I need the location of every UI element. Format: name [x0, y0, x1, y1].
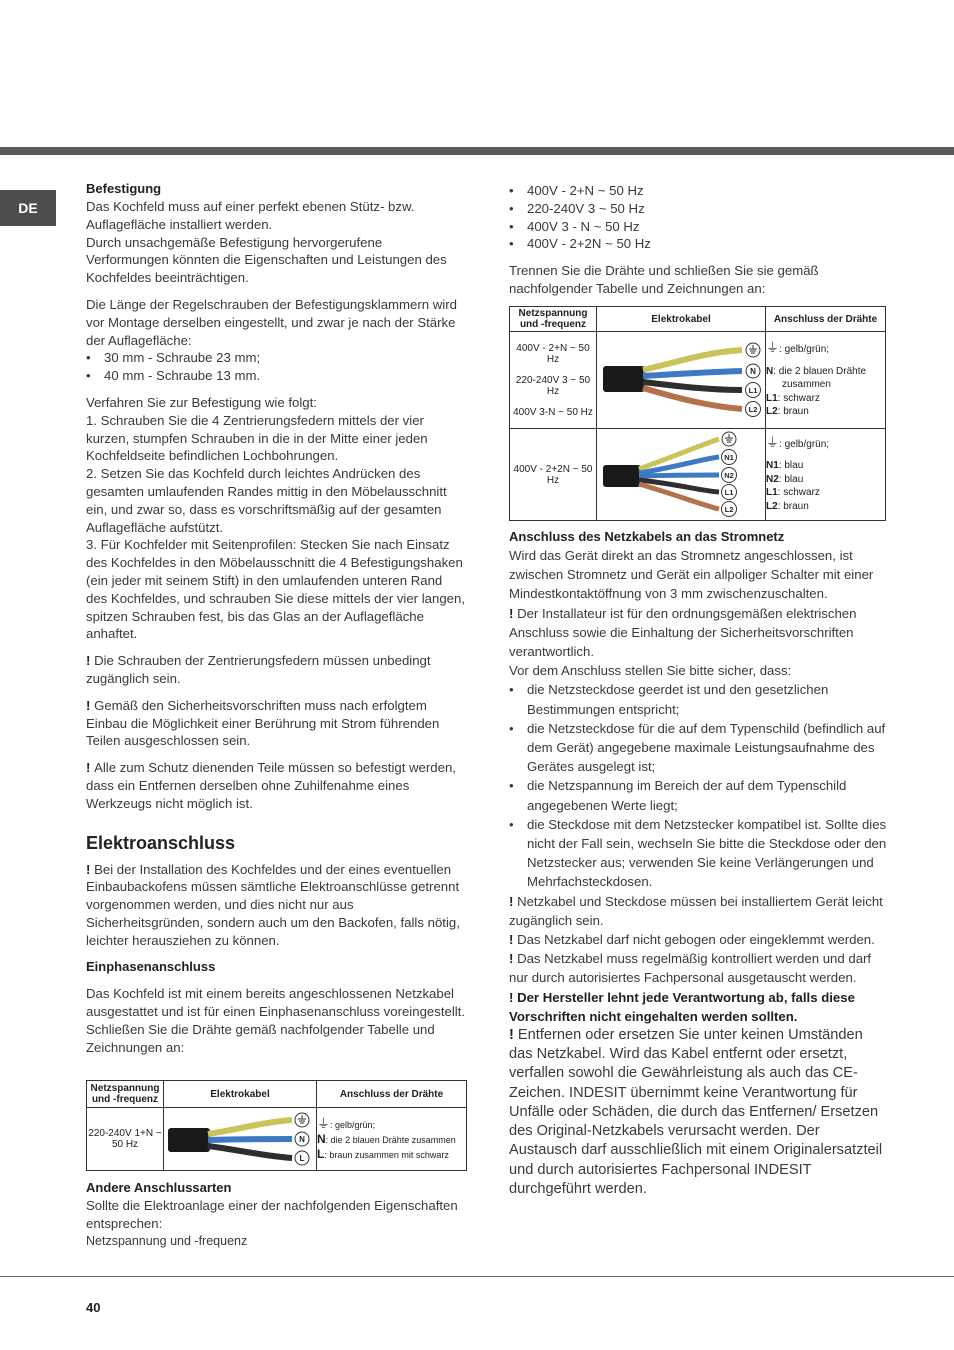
- freq-item: • 400V - 2+2N ~ 50 Hz: [509, 236, 651, 252]
- elektroanschluss-heading: Elektroanschluss: [86, 832, 236, 853]
- wire-blue: [208, 1139, 292, 1140]
- terminal-label: L1: [724, 488, 734, 497]
- terminal-label: N1: [724, 453, 734, 462]
- cable-cell: [597, 429, 766, 521]
- legend-l2: L2: braun: [766, 500, 809, 512]
- col-header-voltage: Netzspannung und -frequenz: [510, 307, 597, 332]
- andere-section: [86, 1179, 466, 1250]
- wire-yellow-green: [643, 350, 742, 370]
- befestigung-text-2: Durch unsachgemäße Befestigung hervorgerufene Verformungen könnten die Eigenschaften und Leistungen des Kochfeldes beeinträchtigen.: [86, 234, 447, 286]
- cable-sheath: [168, 1128, 210, 1152]
- terminal-l-icon: [295, 1151, 309, 1165]
- warning-2: ! Gemäß den Sicherheitsvorschriften muss nach erfolgtem Einbau die Möglichkeit einer Berührung mit Strom führenden Teilen ausgeschlossen sein.: [86, 697, 440, 749]
- andere-subtext: Netzspannung und -frequenz: [86, 1233, 248, 1248]
- warning-icon: !: [86, 697, 95, 713]
- top-bar: [0, 147, 954, 155]
- terminal-n-icon: [746, 364, 760, 378]
- legend-l1: L1: schwarz: [766, 392, 820, 404]
- wire-blue: [643, 371, 742, 376]
- netz-warning-1: ! Der Installateur ist für den ordnungsgemäßen elektrischen Anschluss sowie die Einhaltung der Sicherheitsvorschriften verantwortlich.: [509, 605, 857, 660]
- terminal-label: L: [299, 1154, 305, 1163]
- ground-terminal-icon: [295, 1113, 309, 1127]
- bottom-rule: [0, 1276, 954, 1277]
- netz-text-2: Vor dem Anschluss stellen Sie bitte sicher, dass:: [509, 663, 792, 679]
- netz-warning-a: ! Netzkabel und Steckdose müssen bei installiertem Gerät leicht zugänglich sein.: [509, 893, 883, 928]
- page-number: 40: [86, 1300, 101, 1315]
- col-header-cable: Elektrokabel: [597, 307, 766, 332]
- legend-ground: ⏚: gelb/grün;: [766, 340, 830, 356]
- warning-icon: !: [509, 893, 518, 909]
- wiring-table-multi-phase: [509, 306, 886, 521]
- voltage-cell: 400V - 2+N ~ 50 Hz 220-240V 3 ~ 50 Hz 400V 3-N ~ 50 Hz: [510, 332, 597, 429]
- netz-item: • die Netzsteckdose geerdet ist und den gesetzlichen Bestimmungen entspricht;: [509, 682, 829, 717]
- warning-icon: !: [509, 605, 518, 621]
- warning-icon: !: [86, 653, 95, 669]
- terminal-label: N: [750, 367, 756, 376]
- connection-legend: [766, 429, 886, 521]
- netz-warning-b: ! Das Netzkabel darf nicht gebogen oder eingeklemmt werden.: [509, 932, 875, 948]
- terminal-label: L1: [748, 386, 758, 395]
- legend-n: N: die 2 blauen Drähte zusammen: [766, 365, 867, 391]
- regel-item: • 40 mm - Schraube 13 mm.: [86, 368, 261, 384]
- legend-l: L: braun zusammen mit schwarz: [317, 1146, 449, 1161]
- col-header-cable: Elektrokabel: [164, 1081, 317, 1108]
- regel-text: Die Länge der Regelschrauben der Befestigungsklammern wird vor Montage derselben eingestellt, und zwar je nach der Stärke der Auflagefläche:: [86, 296, 457, 348]
- freq-item: • 400V 3 - N ~ 50 Hz: [509, 218, 640, 234]
- terminal-label: N2: [724, 471, 734, 480]
- warning-icon: !: [509, 951, 518, 967]
- terminal-l1-icon: [746, 383, 761, 398]
- ground-terminal-icon: [746, 343, 760, 357]
- right-column-top: [509, 182, 887, 298]
- left-column: [86, 180, 466, 1057]
- step-2: 2. Setzen Sie das Kochfeld durch leichtes Andrücken des gesamten umlaufenden Randes mittig in den Möbelausschnitt ein, und zwar so, dass es vorschriftsmäßig auf der gesamten Auflagefläche aufstützt.: [86, 466, 447, 535]
- ground-symbol-icon: ⏚: [766, 434, 780, 450]
- einphasen-heading: Einphasenanschluss: [86, 959, 216, 975]
- step-3: 3. Für Kochfelder mit Seitenprofilen: Stecken Sie nach Einsatz des Kochfeldes in den Möbelausschnitt die 4 Befestigungshaken (ein jeder mit seinem Stift) in den umlaufenden unteren Rand des Kochfeldes, und schrauben Sie diese mittels der vier langen, spitzen Schrauben fest, bis das Glas an der Auflagefläche anhaftet.: [86, 537, 465, 642]
- trennen-text: Trennen Sie die Drähte und schließen Sie sie gemäß nachfolgender Tabelle und Zeichnungen an:: [509, 263, 819, 296]
- ground-terminal-icon: [722, 432, 736, 446]
- regel-item: • 30 mm - Schraube 23 mm;: [86, 350, 261, 366]
- terminal-n1-icon: [722, 450, 737, 465]
- cable-cell: [164, 1108, 317, 1171]
- warning-icon: !: [509, 932, 518, 948]
- freq-item: • 220-240V 3 ~ 50 Hz: [509, 200, 645, 216]
- freq-item: • 400V - 2+N ~ 50 Hz: [509, 183, 644, 198]
- warning-3: ! Alle zum Schutz dienenden Teile müssen so befestigt werden, dass ein Entfernen derselben ohne Zuhilfenahme eines Werkzeugs nicht möglich ist.: [86, 760, 456, 811]
- netz-item: • die Netzsteckdose für die auf dem Typenschild (befindlich auf dem Gerät) angegebene maximale Leistungsaufnahme des Gerätes ausgelegt ist;: [509, 720, 886, 775]
- terminal-l2-icon: [722, 502, 737, 517]
- netz-heading: Anschluss des Netzkabels an das Stromnetz: [509, 529, 785, 544]
- netz-warning-d: ! Der Hersteller lehnt jede Verantwortung ab, falls diese Vorschriften nicht eingehalten werden sollten.: [509, 989, 855, 1024]
- warning-icon: !: [509, 989, 518, 1005]
- col-header-connection: Anschluss der Drähte: [766, 307, 886, 332]
- col-header-connection: Anschluss der Drähte: [317, 1081, 467, 1108]
- step-1: 1. Schrauben Sie die 4 Zentrierungsfedern mittels der vier kurzen, stumpfen Schrauben in die in der Mitte einer jeden Kochfeldseite befindlichen Lochbohrungen.: [86, 412, 428, 464]
- legend-n: N: die 2 blauen Drähte zusammen: [317, 1131, 456, 1146]
- voltage-cell: 400V - 2+2N ~ 50 Hz: [510, 429, 597, 521]
- wire-yellow-green: [208, 1120, 292, 1134]
- connection-legend: [766, 332, 886, 429]
- andere-text: Sollte die Elektroanlage einer der nachfolgenden Eigenschaften entsprechen:: [86, 1198, 458, 1231]
- col-header-voltage: Netzspannung und -frequenz: [87, 1081, 164, 1108]
- wiring-table-single-phase: [86, 1080, 467, 1171]
- legend-n1: N1: blau: [766, 460, 804, 472]
- ground-symbol-icon: ⏚: [317, 1115, 331, 1131]
- cable-cell: [597, 332, 766, 429]
- netz-warning-c: ! Das Netzkabel muss regelmäßig kontrolliert werden und darf nur durch autorisiertes Fachpersonal ausgetauscht werden.: [509, 951, 872, 986]
- wire-black: [208, 1146, 292, 1158]
- cable-diagram-5-wire: [597, 429, 765, 520]
- befestigung-heading: Befestigung: [86, 181, 162, 196]
- einphasen-text: Das Kochfeld ist mit einem bereits angeschlossenen Netzkabel ausgestattet und ist für einen Einphasenanschluss voreingestellt. Schließen Sie die Drähte gemäß nachfolgender Tabelle und Zeichnungen an:: [86, 986, 466, 1055]
- cable-diagram-3-wire: [164, 1108, 316, 1170]
- voltage-cell: 220-240V 1+N ~ 50 Hz: [87, 1108, 164, 1171]
- cable-sheath: [603, 465, 641, 487]
- terminal-l1-icon: [722, 485, 737, 500]
- ground-symbol-icon: ⏚: [766, 340, 780, 356]
- legend-l2: L2: braun: [766, 406, 809, 418]
- verfahren-text: Verfahren Sie zur Befestigung wie folgt:: [86, 394, 317, 410]
- legend-n2: N2: blau: [766, 473, 804, 485]
- warning-icon: !: [86, 760, 95, 776]
- terminal-n-icon: [295, 1132, 309, 1146]
- warning-1: ! Die Schrauben der Zentrierungsfedern müssen unbedingt zugänglich sein.: [86, 653, 431, 686]
- netz-item: • die Netzspannung im Bereich der auf dem Typenschild angegebenen Werte liegt;: [509, 778, 847, 813]
- andere-heading: Andere Anschlussarten: [86, 1180, 232, 1195]
- language-tab: DE: [0, 190, 56, 226]
- elektro-warning: ! Bei der Installation des Kochfeldes und der eines eventuellen Einbaubackofens müssen sämtliche Elektroanschlüsse getrennt vorgenommen werden, und dies nicht nur aus Sicherheitsgründen, sondern auch um den Backofen, falls nötig, leichter herausziehen zu können.: [86, 861, 460, 948]
- cable-sheath: [603, 366, 645, 392]
- terminal-label: N: [299, 1135, 305, 1144]
- legend-ground: ⏚: gelb/grün;: [766, 434, 830, 450]
- wire-blue-2: [639, 475, 719, 476]
- terminal-n2-icon: [722, 468, 737, 483]
- cable-diagram-4-wire: [597, 332, 765, 428]
- right-column-bottom: [509, 528, 887, 1199]
- netz-text-1: Wird das Gerät direkt an das Stromnetz angeschlossen, ist zwischen Stromnetz und Gerät ein allpoliger Schalter mit einer Mindestkontaktöffnung von 3 mm zwischenzuschalten.: [509, 548, 874, 602]
- terminal-label: L2: [748, 405, 758, 414]
- legend-ground: ⏚: gelb/grün;: [317, 1115, 376, 1131]
- befestigung-text-1: Das Kochfeld muss auf einer perfekt ebenen Stütz- bzw. Auflagefläche installiert werden.: [86, 199, 415, 232]
- terminal-label: L2: [724, 505, 734, 514]
- connection-legend: [317, 1108, 467, 1171]
- netz-item: • die Steckdose mit dem Netzstecker kompatibel ist. Sollte dies nicht der Fall sein, wechseln Sie bitte die Steckdose oder den Netzstecker aus; verwenden Sie keine Verlängerungen und Mehrfachsteckdosen.: [509, 816, 887, 890]
- warning-icon: !: [509, 1027, 518, 1044]
- warning-icon: !: [86, 861, 95, 877]
- legend-l1: L1: schwarz: [766, 487, 820, 499]
- wire-black: [643, 382, 742, 390]
- netz-warning-e: ! Entfernen oder ersetzen Sie unter keinen Umständen das Netzkabel. Wird das Kabel entfernt oder ersetzt, verfallen sowohl die Gewährleistung als auch das CE-Zeichen. INDESIT übernimmt keine Verantwortung für Unfälle oder Schäden, die durch das Entfernen/ Ersetzen des Original-Netzkabels verursacht werden. Der Austausch darf ausschließlich mit einem Originalersatzteil und durch autorisiertes Fachpersonal INDESIT durchgeführt werden.: [509, 1027, 883, 1197]
- terminal-l2-icon: [746, 402, 761, 417]
